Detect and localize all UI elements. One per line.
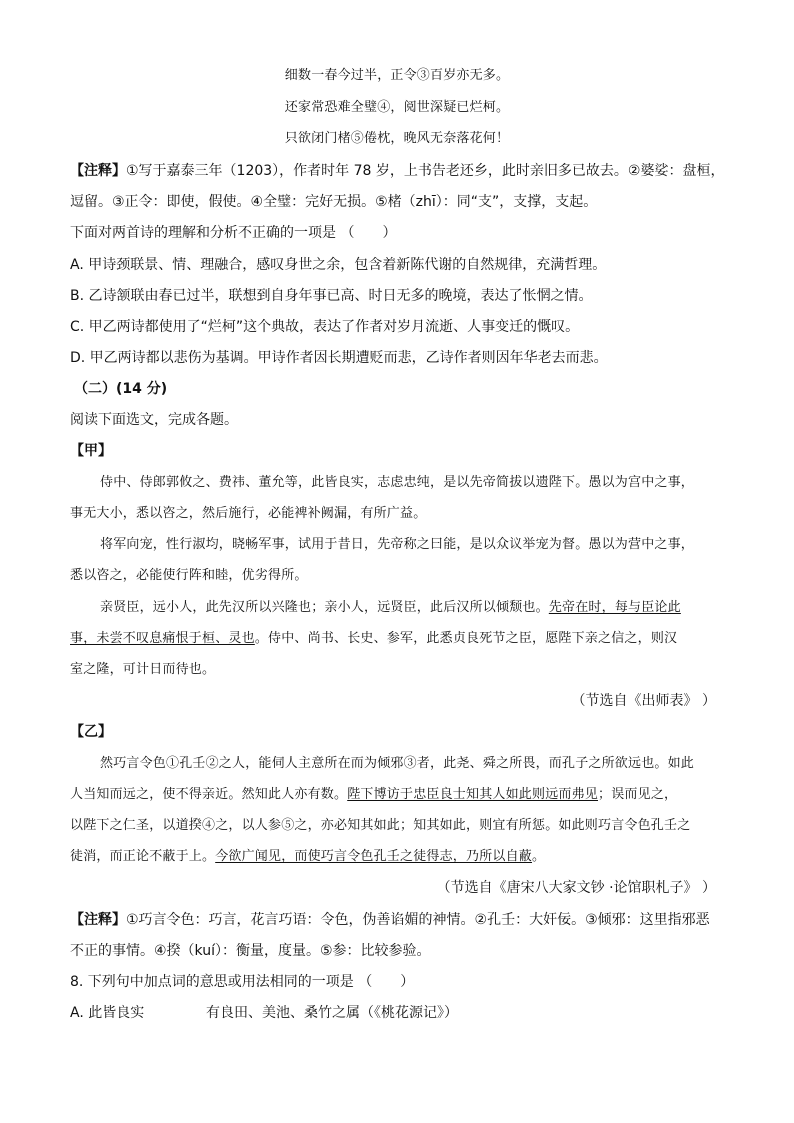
poem-notes-line-2: 逗留。③正令：即使，假使。④全璧：完好无损。⑤楮（zhī）：同“支”，支撑，支起。 bbox=[70, 194, 598, 210]
passage-yi-line-2 bbox=[70, 785, 677, 805]
passage-yi-source: （节选自《唐宋八大家文钞 ·论馆职札子》 ） bbox=[436, 880, 716, 896]
underlined-sentence: 先帝在时，每与臣论此 bbox=[548, 600, 681, 615]
plain-text: 徒消，而正论不蔽于上。 bbox=[70, 849, 216, 864]
passage-yi-label: 【乙】 bbox=[70, 724, 112, 740]
question-7-option-d: D. 甲乙两诗都以悲伤为基调。甲诗作者因长期遭贬而悲，乙诗作者则因年华老去而悲。 bbox=[70, 350, 608, 366]
section-heading: （二）(14 分) bbox=[74, 381, 168, 397]
underlined-sentence: 事，未尝不叹息痛恨于桓、灵也 bbox=[70, 631, 255, 646]
question-8-option-a-left: A. 此皆良实 bbox=[70, 1005, 145, 1021]
question-7-option-c: C. 甲乙两诗都使用了“烂柯”这个典故，表达了作者对岁月流逝、人事变迁的慨叹。 bbox=[70, 319, 580, 335]
question-7-option-b: B. 乙诗颔联由春已过半，联想到自身年事已高、时日无多的晚境，表达了怅惘之情。 bbox=[70, 288, 593, 304]
poem-notes-line-1 bbox=[70, 161, 724, 181]
passage-jia-para3-line-1 bbox=[100, 598, 681, 618]
passage-jia-para3-line-3: 室之隆，可计日而待也。 bbox=[70, 662, 216, 677]
plain-text: 人当知而远之，使不得亲近。然知此人亦有数。 bbox=[70, 787, 348, 802]
plain-text: 。 bbox=[532, 849, 546, 864]
underlined-sentence: 陛下博访于忠臣良士知其人如此则远而弗见 bbox=[347, 787, 599, 802]
notes-text: ①巧言令色：巧言，花言巧语：令色，伪善谄媚的神情。②孔壬：大奸佞。③倾邪：这里指邪恶 bbox=[126, 912, 710, 928]
plain-text: ；误而见之， bbox=[598, 787, 678, 802]
plain-text: 。侍中、尚书、长史、参军，此悉贞良死节之臣，愿陛下亲之信之，则汉 bbox=[254, 631, 678, 646]
question-8-option-a-right: 有良田、美池、桑竹之属（《桃花源记》） bbox=[206, 1005, 458, 1021]
notes-label: 【注释】 bbox=[70, 163, 126, 179]
notes-text: ①写于嘉泰三年（1203），作者时年 78 岁，上书告老还乡，此时亲旧多已故去。②婆娑：盘桓， bbox=[126, 163, 725, 179]
poem-line-2: 还家常恐难全璧④，阅世深疑已烂柯。 bbox=[284, 100, 510, 115]
passage-jia-para3-line-2 bbox=[70, 629, 677, 649]
passage-yi-line-4 bbox=[70, 847, 545, 867]
passage-jia-line: 侍中、侍郎郭攸之、费祎、董允等，此皆良实，志虑忠纯，是以先帝简拔以遗陛下。愚以为宫中之事， bbox=[100, 475, 695, 490]
passage-jia-label: 【甲】 bbox=[70, 443, 112, 459]
question-7-option-a: A. 甲诗颈联景、情、理融合，感叹身世之余，包含着新陈代谢的自然规律，充满哲理。 bbox=[70, 257, 607, 273]
question-8-stem: 8. 下列句中加点词的意思或用法相同的一项是 （ ） bbox=[70, 974, 415, 990]
plain-text: 亲贤臣，远小人，此先汉所以兴隆也；亲小人，远贤臣，此后汉所以倾颓也。 bbox=[100, 600, 549, 615]
passage-jia-source: （节选自《出师表》 ） bbox=[571, 693, 716, 709]
underlined-sentence: 今欲广闻见，而使巧言令色孔壬之徒得志，乃所以自蔽 bbox=[215, 849, 533, 864]
passage-jia-line: 将军向宠，性行淑均，晓畅军事，试用于昔日，先帝称之曰能，是以众议举宠为督。愚以为营中之事， bbox=[100, 537, 695, 552]
poem-line-3: 只欲闭门楮⑤倦枕，晚风无奈落花何！ bbox=[284, 131, 510, 146]
passage-yi-line-3: 以陛下之仁圣，以道揆④之，以人参⑤之，亦必知其如此；知其如此，则宜有所惩。如此则巧言令色孔壬之 bbox=[70, 818, 691, 833]
question-7-stem: 下面对两首诗的理解和分析不正确的一项是 （ ） bbox=[70, 225, 397, 241]
yi-notes-line-2: 不正的事情。④揆（kuí）：衡量，度量。⑤参：比较参验。 bbox=[70, 943, 431, 959]
section-instruction: 阅读下面选文，完成各题。 bbox=[70, 412, 238, 428]
passage-jia-line: 事无大小，悉以咨之，然后施行，必能裨补阙漏，有所广益。 bbox=[70, 506, 427, 521]
yi-notes-line-1 bbox=[70, 910, 710, 930]
passage-yi-line-1: 然巧言令色①孔壬②之人，能伺人主意所在而为倾邪③者，此尧、舜之所畏，而孔子之所欲远也。如此 bbox=[100, 756, 695, 771]
passage-jia-line: 悉以咨之，必能使行阵和睦，优劣得所。 bbox=[70, 568, 308, 583]
notes-label: 【注释】 bbox=[70, 912, 126, 928]
poem-line-1: 细数一春今过半，正令③百岁亦无多。 bbox=[284, 68, 510, 83]
